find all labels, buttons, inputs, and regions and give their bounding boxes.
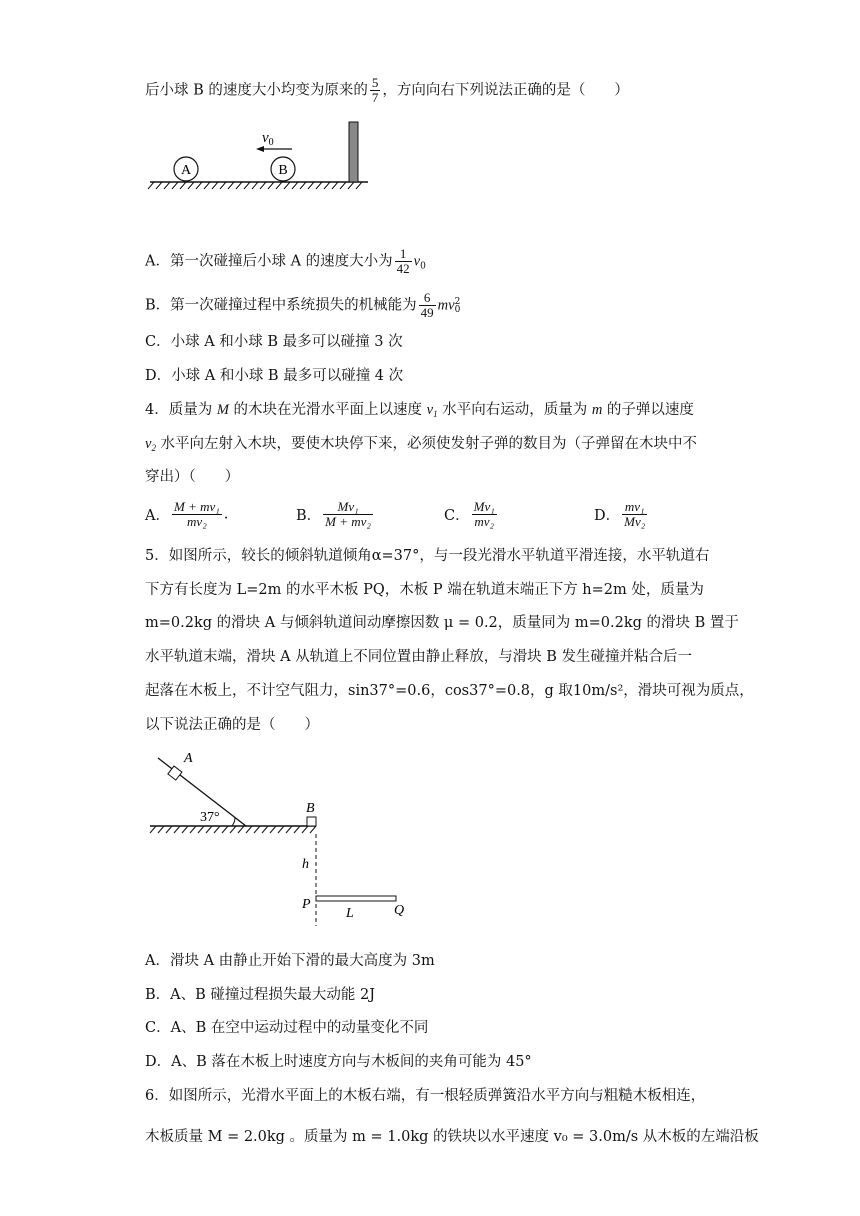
ball-b-label: B [278,163,288,178]
q3-option-d: D．小球 A 和小球 B 最多可以碰撞 4 次 [145,368,404,384]
q4-option-a: A． $\frac{\text{M + mv₁}}{\text{mv₂}}$ . [145,499,229,529]
slider-a-label: A [184,751,193,766]
q5-stem-line5: 起落在木板上，不计空气阻力，sin37°=0.6，cos37°=0.8，g 取10m/s²，滑块可视为质点， [145,683,754,699]
h-label: h [302,857,309,872]
q5-option-c: C．A、B 在空中运动过程中的动量变化不同 [145,1020,429,1036]
slider-a [168,766,182,780]
ball-a-label: A [180,163,192,178]
q5-option-a: A．滑块 A 由静止开始下滑的最大高度为 3m [145,953,435,969]
q3-intro: 后小球 B 的速度大小均变为原来的 $\frac{5}{7}$ ，方向向右下列说法正确的是（ ） [145,75,629,105]
q5-stem-line4: 水平轨道末端，滑块 A 从轨道上不同位置由静止释放，与滑块 B 发生碰撞并粘合后一 [145,649,693,665]
q5-stem-line6: 以下说法正确的是（ ） [145,717,319,733]
q6-stem-line2: 木板质量 M = 2.0kg 。质量为 m = 1.0kg 的铁块以水平速度 v₀ = 3.0m/s 从木板的左端沿板 [145,1129,759,1145]
q-label: Q [394,903,405,918]
angle-label: 37° [200,810,220,825]
wall [349,122,358,182]
velocity-label: $v_0$ [262,130,274,148]
l-label: L [346,906,354,921]
q5-figure [140,748,420,928]
q5-option-b: B．A、B 碰撞过程损失最大动能 2J [145,987,376,1003]
slider-b [307,817,316,826]
p-label: P [302,897,311,912]
q3-option-b: B．第一次碰撞过程中系统损失的机械能为 $\frac{6}{49}$ mv 2 0 [145,290,461,320]
q4-option-c: C． $\frac{\text{Mv₁}}{\text{mv₂}}$ [444,499,495,529]
q3-option-a: A．第一次碰撞后小球 A 的速度大小为 $\frac{1}{42}$ $v_0$ [145,246,426,276]
q6-stem-line1: 6．如图所示，光滑水平面上的木板右端，有一根轻质弹簧沿水平方向与粗糙木板相连， [145,1088,706,1104]
q4-option-d: D． $\frac{\text{mv₁}}{\text{Mv₂}}$ [594,499,646,529]
q4-stem-line3: 穿出）（ ） [145,469,240,485]
q5-stem-line1: 5．如图所示，较长的倾斜轨道倾角α=37°，与一段光滑水平轨道平滑连接，水平轨道右 [145,548,710,564]
q5-stem-line2: 下方有长度为 L=2m 的水平木板 PQ，木板 P 端在轨道末端正下方 h=2m 处，质量为 [145,582,704,598]
board-pq [316,896,396,901]
q3-intro-fraction: $\frac{5}{7}$ [371,75,379,105]
q5-stem-line3: m=0.2kg 的滑块 A 与倾斜轨道间动摩擦因数 μ = 0.2，质量同为 m=0.2kg 的滑块 B 置于 [145,615,739,631]
q3-option-c: C．小球 A 和小球 B 最多可以碰撞 3 次 [145,334,403,350]
q4-option-b: B． $\frac{\text{Mv₁}}{\text{M + mv₂}}$ [296,499,371,529]
q3-figure [140,118,380,198]
q4-stem-line2: $v_2$ 水平向左射入木块，要使木块停下来，必须使发射子弹的数目为（子弹留在木块中不 [145,436,698,453]
q5-option-d: D．A、B 落在木板上时速度方向与木板间的夹角可能为 45° [145,1054,532,1070]
q4-stem-line1: 4．质量为 M 的木块在光滑水平面上以速度 $v_1$ 水平向右运动，质量为 m 的子弹以速度 [145,402,694,419]
slider-b-label: B [306,801,315,816]
